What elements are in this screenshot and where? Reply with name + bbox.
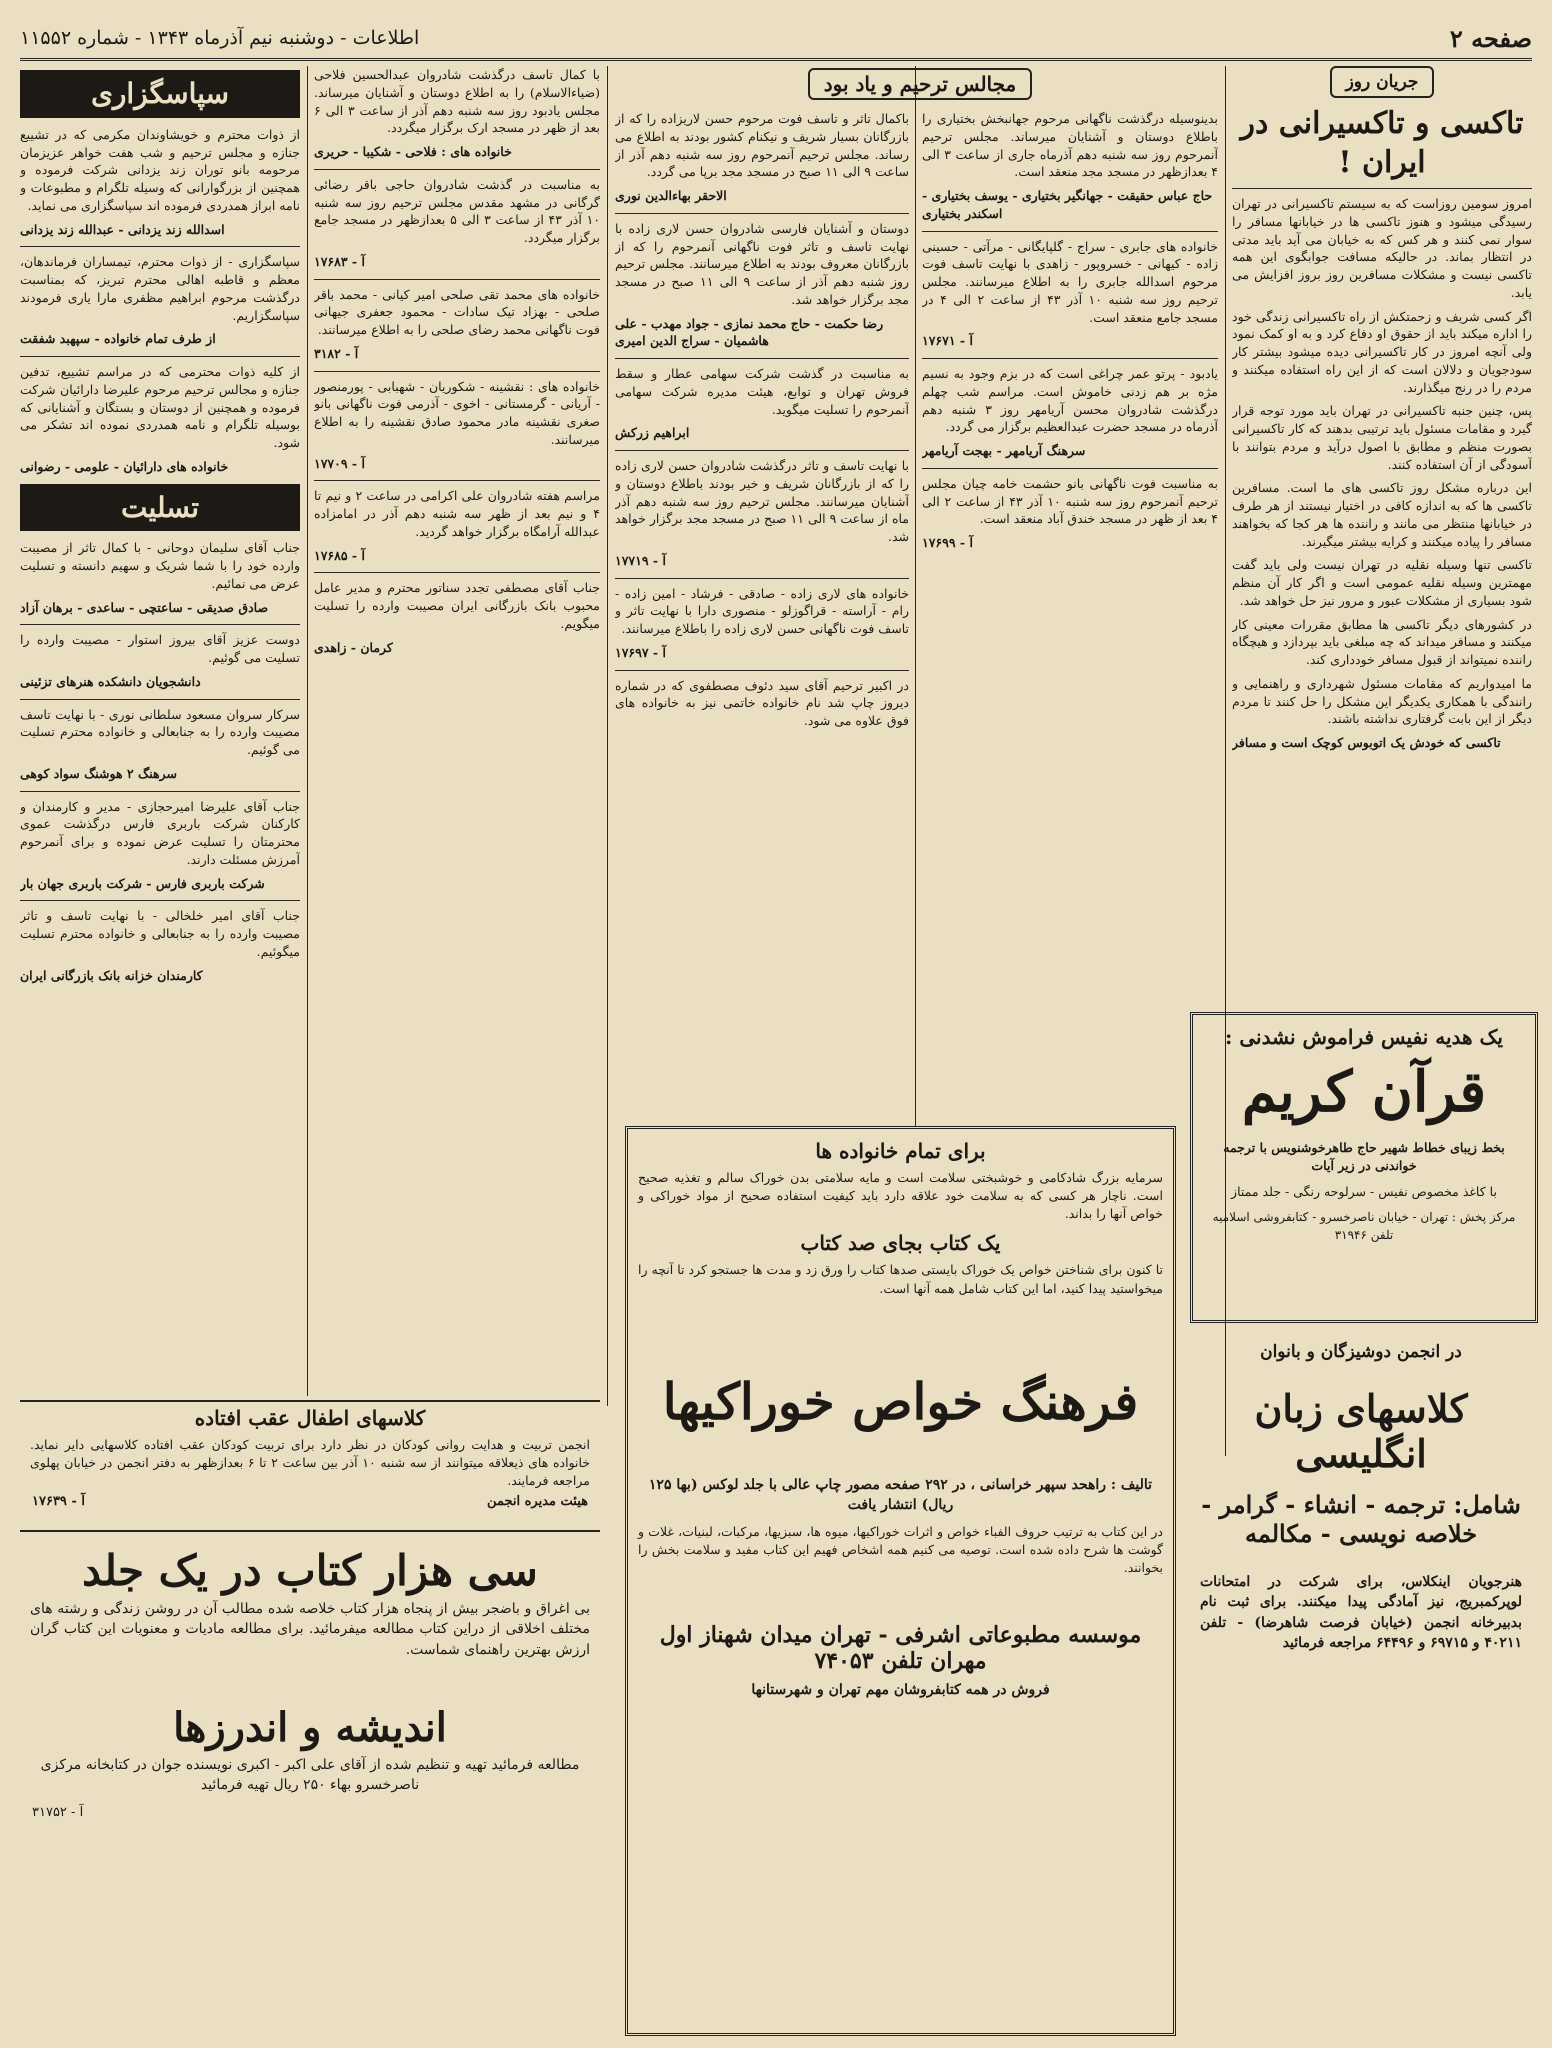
memorial-text: خانواده های جابری - سراج - گلپایگانی - مرآتی - حسینی زاده - کیهانی - خسروپور - زاهدی با نهایت تاسف فوت مرحوم اسدالله جابری را به اطلاع میرسانند. مجلس ترحیم روز سه شنبه ۱۰ آذر ۴۳ از ساعت ۲ الی ۴ در مسجد جامع منعقد است. [922, 238, 1218, 325]
food-ad-publisher: موسسه مطبوعاتی اشرفی - تهران میدان شهناز اول مهران تلفن ۷۴۰۵۳ [659, 1621, 1142, 1674]
notice-text: از کلیه ذوات محترمی که در مراسم تشییع، تدفین جنازه و مجالس ترحیم مرحوم علیرضا دارائیان شرکت فرموده و همچنین از دوستان و بستگان و آشنایانی که بوسیله تلگرام و نامه همدردی نموده اند تشکر می شود. [20, 364, 300, 450]
memorial-signature: خانواده های : فلاحی - شکیبا - حریری [314, 144, 512, 159]
book-ad-title-2: اندیشه و اندرزها [173, 1703, 447, 1751]
memorial-signature: حاج عباس حقیقت - جهانگیر بختیاری - یوسف بختیاری - اسکندر بختیاری [922, 188, 1213, 221]
quran-ad-line2: با کاغذ مخصوص نفیس - سرلوحه رنگی - جلد ممتاز [1231, 1184, 1497, 1200]
quran-ad-line3: مرکز پخش : تهران - خیابان ناصرخسرو - کتابفروشی اسلامیه تلفن ۳۱۹۴۶ [1212, 1210, 1516, 1242]
column-rule [607, 66, 608, 1406]
notice-text: جناب آقای علیرضا امیرحجازی - مدیر و کارمندان و کارکنان شرکت باربری فارس درگذشت عموی محترمتان را تسلیت عرض نموده و برای آنمرحوم آمرزش مسئلت دارند. [20, 798, 300, 867]
page-number: صفحه ۲ [1449, 23, 1532, 53]
memorial-signature: الاحقر بهاءالدین نوری [615, 188, 727, 203]
notice-signature: از طرف تمام خانواده - سپهبد شفقت [20, 331, 216, 347]
notices-column [20, 66, 300, 1386]
classes-title: کلاسهای اطفال عقب افتاده [194, 1406, 426, 1430]
editorial-paragraph: این درباره مشکل روز تاکسی های ما است. مسافرین تاکسی ها که به اندازه کافی در اختیار نیستند از هر طرف در خیابانها منتظر می مانند و راننده ها هر کجا که بخواهند مسافر را پیاده میکنند و کرایه بیشتر میگیرند. [1232, 480, 1532, 549]
food-ad-intro: سرمایه بزرگ شادکامی و خوشبختی سلامت است و مایه سلامتی بدن خوراک سالم و تغذیه صحیح است. ناچار هر کسی که به سلامت خود علاقه دارد باید کیفیت استفاده صحیح از مواد خوراکی و خواص آنها را بداند. [638, 1170, 1163, 1222]
notice-signature: کارمندان خزانه بانک بازرگانی ایران [20, 967, 203, 983]
notice-text: جناب آقای سلیمان دوحانی - با کمال تاثر از مصیبت وارده خود را با شما شریک و سهیم دانسته و تسلیت عرض می نمائیم. [20, 540, 300, 591]
column-rule [915, 66, 916, 1126]
memorial-signature: آ - ۱۷۶۹۹ [922, 535, 973, 550]
memorial-text: خانواده های لاری زاده - صادقی - فرشاد - امین زاده - رام - آراسته - قراگوزلو - منصوری دارا با نهایت تاثر و تاسف فوت ناگهانی حسن لاری زاده را باطلاع میرسانند. [615, 585, 909, 636]
memorial-text: به مناسبت در گذشت شرکت سهامی عطار و سقط فروش تهران و توابع، هیئت مدیره شرکت سهامی آنمرحوم را تسلیت میگوید. [615, 366, 909, 417]
english-class-ad [1190, 1332, 1532, 2032]
food-ad-author: تالیف : راهحد سپهر خراسانی ، در ۲۹۲ صفحه مصور چاپ عالی با جلد لوکس (بها ۱۲۵ ریال) انتشار یافت [648, 1476, 1153, 1513]
notice-text: دوست عزیز آقای بیروز استوار - مصیبت وارده را تسلیت می گوئیم. [20, 632, 300, 665]
food-ad-heading: برای تمام خانواده ها [815, 1139, 986, 1163]
english-ad-title: کلاسهای زبان انگلیسی [1254, 1386, 1468, 1476]
notice-text: از ذوات محترم و خویشاوندان مکرمی که در تشییع جنازه و مجلس ترحیم و شب هفت خواهر عزیزمان مرحومه بانو توران زند یزدانی شرکت فرموده و همچنین از بزرگوارانی که وسیله تلگرام و مطبوعات و نامه ابراز همدردی فرموده اند سپاسگزاری می نماید. [20, 126, 300, 213]
memorial-text: مراسم هفته شادروان علی اکرامی در ساعت ۲ و نیم تا ۴ و نیم بعد از ظهر سه شنبه دهم آذر در امامزاده عبدالله آرامگاه برگزار خواهد گردید. [314, 488, 600, 539]
page-header [20, 18, 1532, 61]
memorial-signature: آ - ۱۷۶۷۱ [922, 333, 973, 349]
english-ad-line1: شامل: ترجمه - انشاء - گرامر - [1201, 1490, 1521, 1519]
memorial-text: خانواده های : نقشینه - شکوریان - شهبابی - پورمنصور - آریانی - گرمستانی - اخوی - آذرمی فوت ناگهانی بانو صغری نقشینه مادر محمود صادق نقشینه را به اطلاع میرسانند. [314, 378, 600, 447]
notice-text: سرکار سروان مسعود سلطانی نوری - با نهایت تاسف مصیبت وارده را به جنابعالی و خانواده محترم تسلیت می گوئیم. [20, 706, 300, 757]
quran-ad [1190, 1012, 1538, 1323]
memorial-text: باکمال تاثر و تاسف فوت مرحوم حسن لاریزاده را که از بازرگانان بسیار شریف و نیکنام کشور بودند به اطلاع می رساند. مجلس ترحیم آنمرحوم روز سه شنبه دهم آذر از ساعت ۹ الی ۱۱ صبح در مسجد مجد برپا می گردد. [615, 111, 909, 180]
editorial-paragraph: اگر کسی شریف و زحمتکش از راه تاکسیرانی زندگی خود را اداره میکند باید از حقوق او دفاع کرد و به او کمک نمود ولی آنچه امروز در کار تاکسیرانی دیده میشود بیشتر کار سودجویان و دلالان است که از این راه استفاده میکنند و مردم را در رنج میگذارند. [1232, 308, 1532, 395]
column-tag: جریان روز [1330, 66, 1435, 98]
memorial-text: به مناسبت فوت ناگهانی بانو حشمت خامه چیان مجلس ترحیم آنمرحوم روز سه شنبه ۱۰ آذر ۴۳ از ساعت ۲ الی ۴ بعد از ظهر در مسجد خندق آباد منعقد است. [922, 475, 1218, 527]
memorial-text: در اکبیر ترحیم آقای سید دئوف مصطفوی که در شماره دیروز چاپ شد نام خانواده خاتمی نیز به خانواده های فوق علاوه می شود. [615, 677, 909, 728]
notice-signature: شرکت باربری فارس - شرکت باربری جهان بار [20, 875, 265, 891]
column-rule [307, 66, 308, 1396]
food-ad-description: در این کتاب به ترتیب حروف الفباء خواص و اثرات خوراکیها، میوه ها، سبزیها، مرکبات، لبنیات، غلات و گوشت ها شرح داده شده است. توصیه می کنیم همه اشخاص فهیم این کتاب مفید و سلامت بخش را بخوانند. [638, 1524, 1163, 1576]
notice-signature: خانواده های دارائیان - علومی - رضوانی [20, 458, 229, 474]
editorial-paragraph: تاکسی تنها وسیله نقلیه در تهران نیست ولی باید گفت مهمترین وسیله نقلیه عمومی است و اگر کار آن منظم شود بسیاری از مشکلات عبور و مرور نیز حل خواهد شد. [1232, 557, 1532, 608]
memorial-signature: رضا حکمت - حاج محمد نمازی - جواد مهدب - علی هاشمیان - سراج الدین امیری [615, 315, 884, 349]
memorial-text: خانواده های محمد تقی صلحی امیر کیانی - محمد باقر صلحی - بهزاد تیک سادات - محمود جعفری جیهانی فوت ناگهانی محمد رضای صلحی را به اطلاع میرسانند. [314, 286, 600, 337]
notice-signature: دانشجویان دانشکده هنرهای تزئینی [20, 673, 201, 689]
book-ad-title: سی هزار کتاب در یک جلد [82, 1546, 538, 1595]
food-ad-book-title: فرهنگ خواص خوراکیها [662, 1371, 1139, 1431]
memorial-text: دوستان و آشنایان فارسی شادروان حسن لاری زاده با نهایت تاسف و تاثر فوت ناگهانی آنمرحوم را که از بازرگانان معروف بودند به اطلاع میرسانند. مجلس ترحیم روز شنبه دهم آذر از ساعت ۹ الی ۱۱ صبح در مسجد مجد برگزار خواهد شد. [615, 220, 909, 307]
classes-notice [20, 1400, 600, 1532]
editorial-paragraph: ما امیدواریم که مقامات مسئول شهرداری و راهنمایی و رانندگی با همکاری یکدیگر این مشکل را حل کنند تا مردم دیگر از این بابت گرفتاری نداشته باشند. [1232, 675, 1532, 727]
editorial-paragraph: امروز سومین روزاست که به سیستم تاکسیرانی در تهران رسیدگی میشود و هنوز تاکسی ها در خیابانها مسافر را سوار نمی کنند و هر کس که به خیابان می آید باید مدتی در انتظار بماند. در حالیکه مسافت جوابگوی این همه تاکسی نیست و مشکلات مسافرین روز بروز افزایش می یابد. [1232, 196, 1532, 300]
classes-ref: آ - ۱۷۶۳۹ [32, 1494, 85, 1510]
notice-signature: صادق صدیقی - ساعتچی - ساعدی - برهان آزاد [20, 599, 269, 615]
english-ad-text: هنرجویان اینکلاس، برای شرکت در امتحانات لوپرکمبریج، نیز آمادگی پیدا میکنند. برای ثبت نام بدبیرخانه انجمن (خیابان فرصت شاهرضا) - تلفن ۴۰۲۱۱ و ۶۹۷۱۵ و ۶۴۴۹۶ مراجعه فرمائید [1200, 1574, 1522, 1651]
memorial-signature: آ - ۱۷۷۰۹ [314, 455, 365, 471]
memorial-signature: آ - ۱۷۶۸۳ [314, 253, 365, 269]
notice-text: جناب آقای امیر خلخالی - با نهایت تاسف و تاثر مصیبت وارده را به جنابعالی و خانواده محترم تسلیت میگوئیم. [20, 908, 300, 959]
memorial-column-2 [615, 110, 909, 1120]
memorial-text: به مناسبت در گذشت شادروان حاجی باقر رضائی گرگانی در مشهد مقدس مجلس ترحیم روز سه شنبه ۱۰ آذر ۴۳ از ساعت ۳ الی ۵ بعدازظهر در مسجد جامع برگزار میگردد. [314, 176, 600, 245]
classes-signature: هیئت مدیره انجمن [487, 1494, 588, 1510]
editorial-paragraph: پس، چنین جنبه تاکسیرانی در تهران باید مورد توجه قرار گیرد و مقامات مسئول باید ترتیبی بدهند که کار تاکسیرانی بصورت منظم و مطابق با اصول درآید و مردم بتوانند با آسودگی از آن استفاده کنند. [1232, 403, 1532, 472]
memorial-column-1 [922, 110, 1218, 1120]
memorial-signature: آ - ۳۱۸۲ [314, 345, 359, 361]
classes-text: انجمن تربیت و هدایت روانی کودکان در نظر دارد برای تربیت کودکان عقب افتاده کلاسهایی دایر نماید. خانواده های ذیعلاقه میتوانند از سه شنبه ۱۰ آذر بین ساعت ۲ تا ۶ بعدازظهر به دفتر انجمن در خیابان پهلوی مراجعه فرمایند. [30, 1437, 591, 1489]
english-ad-top: در انجمن دوشیزگان و بانوان [1260, 1342, 1462, 1362]
notice-signature: اسدالله زند یزدانی - عبدالله زند یزدانی [20, 221, 225, 237]
food-ad-sale: فروش در همه کتابفروشان مهم تهران و شهرستانها [751, 1681, 1050, 1698]
notice-text: سپاسگزاری - از ذوات محترم، تیمساران فرماندهان، معظم و قاطبه اهالی محترم تبریز، که بمناسبت درگذشت مرحوم ابراهیم مظفری مارا یاری فرمودند سپاسگزاریم. [20, 254, 300, 323]
book-ad-text-2: مطالعه فرمائید تهیه و تنظیم شده از آقای علی اکبر - اکبری نویسنده جوان در کتابخانه مرکزی ناصرخسرو بهاء ۲۵۰ ریال تهیه فرمائید [40, 1756, 580, 1794]
food-ad-text: تا کنون برای شناختن خواص یک خوراک بایستی صدها کتاب را ورق زد و مدت ها جستجو کرد تا آنچه را میخواستید پیدا کنید، اما این کتاب شامل همه آنها است. [638, 1262, 1163, 1296]
food-book-ad [625, 1126, 1176, 2036]
memorial-signature: ابراهیم زرکش [615, 425, 690, 441]
quran-ad-line1: بخط زیبای خطاط شهیر حاج طاهرخوشنویس با ترجمه خواندنی در زیر آیات [1223, 1140, 1505, 1174]
english-ad-line2: خلاصه نویسی - مکالمه [1244, 1519, 1478, 1548]
editorial-paragraph: در کشورهای دیگر تاکسی ها مطابق مقررات معینی کار میکنند و مسافر میداند که چه مبلغی باید بپردازد و هیچگاه راننده نمیتواند از قبول مسافر خودداری کند. [1232, 616, 1532, 668]
memorial-section-title: مجالس ترحیم و یاد بود [808, 68, 1033, 100]
editorial-footer: تاکسی که خودش یک اتوبوس کوچک است و مسافر [1232, 735, 1501, 751]
memorial-signature: آ - ۱۷۷۱۹ [615, 552, 666, 568]
notice-signature: سرهنگ ۲ هوشنگ سواد کوهی [20, 765, 177, 781]
memorial-text: جناب آقای مصطفی تجدد سناتور محترم و مدیر عامل محبوب بانک بازرگانی ایران مصیبت وارده را تسلیت میگویم. [314, 580, 600, 631]
memorial-text: بدینوسیله درگذشت ناگهانی مرحوم جهانبخش بختیاری را باطلاع دوستان و آشنایان میرساند. مجلس ترحیم آنمرحوم روز سه شنبه دهم آذرماه جاری از ساعت ۳ الی ۴ بعدازظهر در مسجد مجد منعقد است. [922, 111, 1218, 180]
quran-ad-title: قرآن کریم [1241, 1059, 1487, 1125]
book-ad [20, 1540, 600, 2030]
memorial-section-header [625, 68, 1215, 100]
thanks-banner: سپاسگزاری [20, 70, 300, 118]
book-ad-text: بی اغراق و باضجر بیش از پنجاه هزار کتاب خلاصه شده مطالب آن در روشن زندگی و رشته های مختلف اخلاقی از دراین کتاب مطالعه میفرمائید. برای مطالعه مادیات و معنویات این کتاب گران ارزش بهترین راهنمای شماست. [30, 1601, 590, 1658]
memorial-signature: آ - ۱۷۶۹۷ [615, 644, 666, 660]
book-ad-ref: آ - ۳۱۷۵۲ [32, 1805, 84, 1821]
memorial-signature: کرمان - زاهدی [314, 639, 393, 655]
quran-ad-top: یک هدیه نفیس فراموش نشدنی : [1225, 1025, 1503, 1049]
editorial-title: تاکسی و تاکسیرانی در ایران ! [1240, 106, 1524, 181]
masthead: اطلاعات - دوشنبه نیم آذرماه ۱۳۴۳ - شماره ۱۱۵۵۲ [20, 27, 420, 49]
memorial-text: با کمال تاسف درگذشت شادروان عبدالحسین فلاحی (ضیاءالاسلام) را به اطلاع دوستان و آشنایان میرساند. مجلس یادبود روز سه شنبه دهم آذر از ساعت ۳ الی ۶ بعد از ظهر در مسجد ارک برگزار میگردد. [314, 67, 600, 136]
condolence-banner: تسلیت [20, 484, 300, 532]
food-ad-subheading: یک کتاب بجای صد کتاب [800, 1231, 1001, 1256]
memorial-text: با نهایت تاسف و تاثر درگذشت شادروان حسن لاری زاده را که از بازرگانان شریف و خیر بودند باطلاع دوستان و آشنایان میرسانند. مجلس ترحیم روز سه شنبه دهم آذر ماه از ساعت ۹ الی ۱۱ صبح در مسجد مجد برگزار خواهد شد. [615, 458, 909, 544]
memorial-signature: سرهنگ آریامهر - بهجت آریامهر [922, 443, 1086, 458]
memorial-text: یادبود - پرتو عمر چراغی است که در بزم وجود به نسیم مژه بر هم زدنی خاموش است. مراسم شب چهلم درگذشت شادروان محسن آریامهر روز ۳ شنبه دهم آذرماه در مسجد حضرت عبدالعظیم برگزار می گردد. [922, 366, 1218, 435]
memorial-column-3 [314, 66, 600, 1366]
memorial-signature: آ - ۱۷۶۸۵ [314, 547, 365, 563]
